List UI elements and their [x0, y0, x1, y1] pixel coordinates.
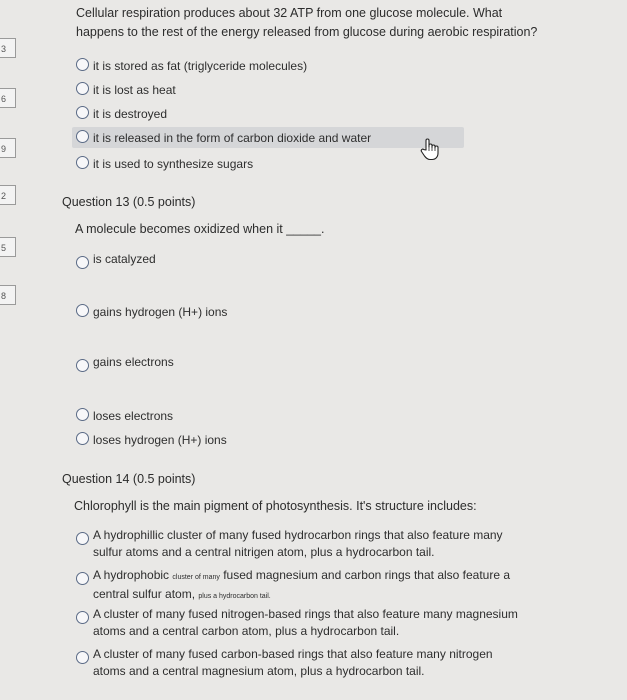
radio-circle-icon[interactable]	[76, 106, 89, 119]
hand-pointer-icon	[419, 137, 441, 161]
radio-circle-icon[interactable]	[76, 532, 89, 545]
answer-option[interactable]: it is lost as heat	[76, 82, 176, 99]
radio-circle-icon[interactable]	[76, 611, 89, 624]
radio-circle-icon[interactable]	[76, 359, 89, 372]
question-nav-strip	[0, 0, 22, 320]
radio-circle-icon[interactable]	[76, 82, 89, 95]
question-title: Question 14 (0.5 points)	[62, 472, 196, 486]
question-12	[76, 4, 546, 42]
radio-circle-icon[interactable]	[76, 651, 89, 664]
answer-option[interactable]: A hydrophobic cluster of many fused magnesium and carbon rings that also feature a central sulfur atom, plus a hydrocarbon tail.	[76, 567, 510, 605]
radio-circle-icon[interactable]	[76, 304, 89, 317]
question-title: Question 13 (0.5 points)	[62, 195, 196, 209]
answer-option[interactable]: is catalyzed	[76, 251, 156, 269]
question-14-prompt	[74, 497, 614, 516]
question-nav-tab[interactable]: 2	[0, 185, 16, 205]
answer-option[interactable]: it is stored as fat (triglyceride molecules)	[76, 58, 307, 75]
radio-circle-icon[interactable]	[76, 156, 89, 169]
question-nav-tab[interactable]: 8	[0, 285, 16, 305]
question-nav-tab[interactable]: 9	[0, 138, 16, 158]
question-text: Cellular respiration produces about 32 ATP from one glucose molecule. What happens to the rest of the energy released from glucose during aerobic respiration?	[76, 6, 538, 39]
answer-option[interactable]: A hydrophillic cluster of many fused hydrocarbon rings that also feature many sulfur atoms and a central nitrigen atom, plus a hydrocarbon tail.	[76, 527, 503, 561]
answer-option[interactable]: loses hydrogen (H+) ions	[76, 432, 227, 449]
answer-option[interactable]: A cluster of many fused nitrogen-based rings that also feature many magnesium atoms and a central carbon atom, plus a hydrocarbon tail.	[76, 606, 518, 640]
radio-circle-icon[interactable]	[76, 572, 89, 585]
question-nav-tab[interactable]: 3	[0, 38, 16, 58]
question-text: A molecule becomes oxidized when it _____.	[75, 222, 325, 236]
answer-option[interactable]: A cluster of many fused carbon-based rings that also feature many nitrogen atoms and a central magnesium atom, plus a hydrocarbon tail.	[76, 646, 493, 680]
question-14	[62, 472, 602, 486]
question-13	[62, 195, 602, 209]
question-13-prompt	[75, 220, 615, 239]
radio-circle-icon[interactable]	[76, 58, 89, 71]
answer-option[interactable]: it is used to synthesize sugars	[76, 156, 253, 173]
answer-option[interactable]: gains hydrogen (H+) ions	[76, 304, 227, 321]
radio-circle-icon[interactable]	[76, 432, 89, 445]
answer-option[interactable]: loses electrons	[76, 408, 173, 425]
radio-circle-icon[interactable]	[76, 256, 89, 269]
question-nav-tab[interactable]: 6	[0, 88, 16, 108]
answer-option[interactable]: it is released in the form of carbon dioxide and water	[76, 130, 371, 147]
answer-option[interactable]: gains electrons	[76, 354, 174, 372]
question-text: Chlorophyll is the main pigment of photosynthesis. It's structure includes:	[74, 499, 477, 513]
question-nav-tab[interactable]: 5	[0, 237, 16, 257]
radio-circle-icon[interactable]	[76, 408, 89, 421]
radio-circle-icon[interactable]	[76, 130, 89, 143]
answer-option[interactable]: it is destroyed	[76, 106, 167, 123]
